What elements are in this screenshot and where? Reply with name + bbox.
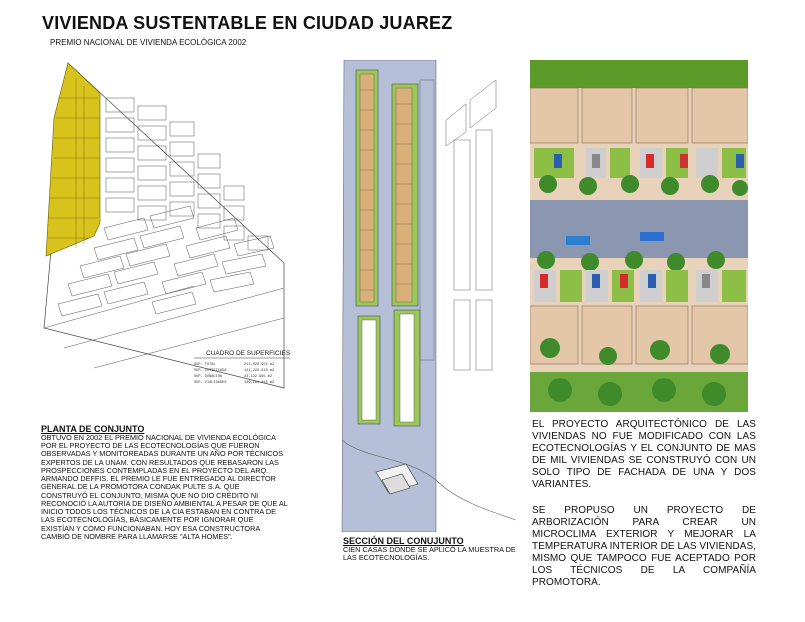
planta-text-block bbox=[41, 424, 288, 541]
page-subtitle: PREMIO NACIONAL DE VIVIENDA ECOLÓGICA 2002 bbox=[50, 38, 247, 47]
surface-row-value: 141,229.810 m2 bbox=[244, 369, 275, 373]
surface-row-label: SUP. LOTIFICADA bbox=[194, 369, 227, 373]
aerial-rendering-image bbox=[530, 60, 748, 412]
surface-row-label: SUP. TOTAL bbox=[194, 363, 216, 367]
surface-table-title: CUADRO DE SUPERFICIES bbox=[206, 350, 291, 357]
seccion-body: CIEN CASAS DONDE SE APLICÓ LA MUESTRA DE LAS ECOTECNOLOGÍAS. bbox=[343, 545, 516, 563]
surface-row-label: SUP. VIALIDADES bbox=[194, 381, 227, 385]
proyecto-paragraph-1: EL PROYECTO ARQUITECTÓNICO DE LAS VIVIENDAS NO FUE MODIFICADO CON LAS ECOTECNOLOGÍAS Y EL CONJUNTO DE MAS DE MIL VIVIENDAS SE CONSTRUYÓ CON UN SOLO TIPO DE FACHADA DE UNA Y DOS VARIANTES. bbox=[532, 419, 756, 490]
page-title: VIVIENDA SUSTENTABLE EN CIUDAD JUAREZ bbox=[42, 13, 453, 33]
planta-body: OBTUVO EN 2002 EL PREMIO NACIONAL DE VIVIENDA ECOLÓGICA POR EL PROYECTO DE LAS ECOTECNOLOGÍAS QUE FUERON OBSERVADAS Y MONITOREADAS DURANTE UN AÑO POR TÉCNICOS EXPERTOS DE LA UNAM. CON RESULTADOS QUE REBASARON LAS PROSPECCIONES CONTEMPLADAS EN EL PROYECTO DEL ARQ. ARMANDO DEFFIS. EL PREMIO LE FUE ENTREGADO AL DIRECTOR GENERAL DE LA PROMOTORA CONDAK PULTE S.A. QUE CONSTRUYÓ EL CONJUNTO, MISMA QUE NO DIO CRÉDITO NI RECONOCIÓ LA AUTORÍA DE DISEÑO AMBIENTAL A PESAR DE QUE AL INICIO TODOS LOS TÉCNICOS DE LA CIA ESTABAN EN CONTRA DE LAS ECOTECNOLOGÍAS, BÁSICAMENTE POR IGNORAR QUE EXISTÍAN Y COMO FUNCIONABAN. HOY ESA CONSTRUCTORA CAMBIÓ DE NOMBRE PARA LLAMARSE "ALTA HOMES". bbox=[41, 433, 288, 541]
surface-row-value: 109,194.815 m2 bbox=[244, 381, 275, 385]
surface-row-label: SUP. DONACIÓN bbox=[194, 375, 223, 379]
proyecto-paragraph-2: SE PROPUSO UN PROYECTO DE ARBORIZACIÓN PARA CREAR UN MICROCLIMA EXTERIOR Y MEJORAR LA TEMPERATURA INTERIOR DE LAS VIVIENDAS, MISMO QUE TAMPOCO FUE ACEPTADO POR LOS TÉCNICOS DE LA COMPAÑÍA PROMOTORA. bbox=[532, 505, 756, 588]
seccion-text-block bbox=[343, 536, 520, 562]
site-plan-image bbox=[34, 58, 294, 408]
planta-title: PLANTA DE CONJUNTO bbox=[41, 424, 145, 434]
proyecto-text-block bbox=[532, 419, 756, 603]
section-plan-image bbox=[336, 60, 522, 532]
surface-row-value: 211,826.955 m2 bbox=[244, 363, 275, 367]
seccion-title: SECCIÓN DEL CONUJUNTO bbox=[343, 536, 464, 546]
surface-row-value: 33,122.995 m2 bbox=[244, 375, 273, 379]
